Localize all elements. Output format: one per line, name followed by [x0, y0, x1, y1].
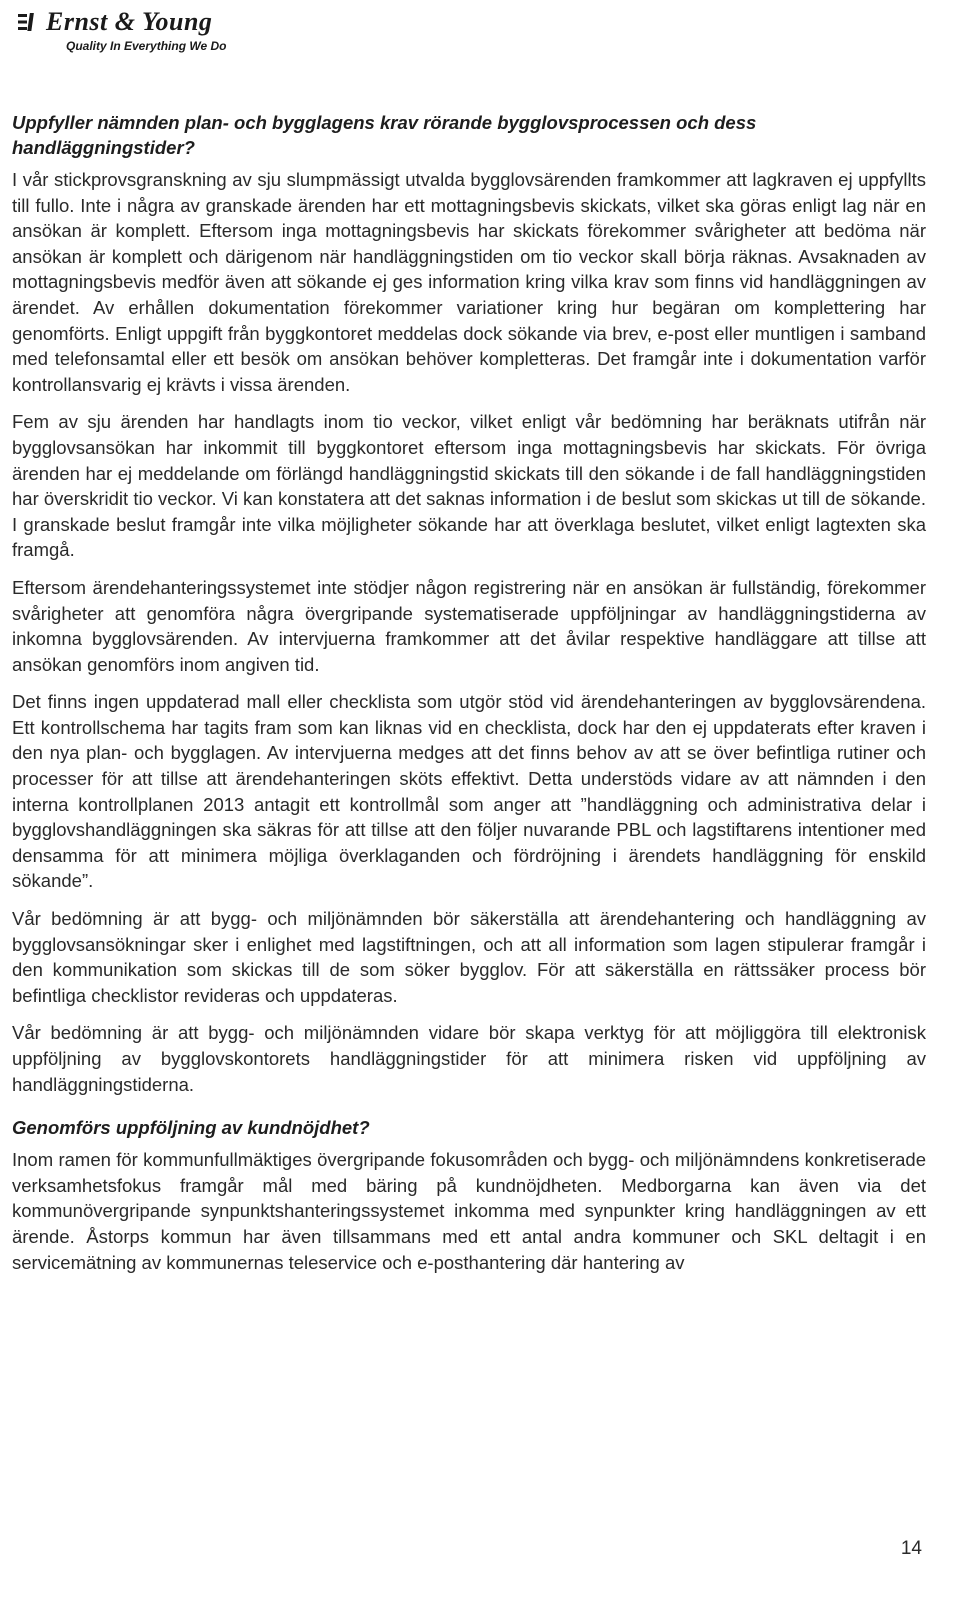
- paragraph: I vår stickprovsgranskning av sju slumpmässigt utvalda bygglovsärenden framkommer att lagkraven ej uppfyllts till fullo. Inte i några av granskade ärenden har ett mottagningsbevis skickats, vilket ska göras enligt lag när en ansökan är komplett. Eftersom inga mottagningsbevis har skickats förekommer svårigheter att bedöma när ansökan är komplett och därigenom när handläggningstiden om tio veckor skall börja räknas. Avsaknaden av mottagningsbevis medför även att sökande ej ges information kring vilka krav som finns vid handläggningen av ärendet. Av erhållen dokumentation förekommer variationer kring hur begäran om komplettering har genomförts. Enligt uppgift från byggkontoret meddelas dock sökande via brev, e-post eller muntligen i samband med telefonsamtal eller ett besök om ansökan behöver kompletteras. Det framgår inte i dokumentation varför kontrollansvarig ej krävts i vissa ärenden.: [12, 169, 926, 395]
- ernst-young-logo: [18, 6, 226, 54]
- paragraph: Fem av sju ärenden har handlagts inom tio veckor, vilket enligt vår bedömning har beräknats utifrån när bygglovsansökan har inkommit till byggkontoret eftersom inga mottagningsbevis har skickats. För övriga ärenden har ej meddelande om förlängd handläggningstid skickats till den sökande i de fall handläggningstiden har överskridit tio veckor. Vi kan konstatera att det saknas information i de beslut som skickas ut till de sökande. I granskade beslut framgår inte vilka möjligheter sökande har att överklaga beslutet, vilket enligt lagtexten ska framgå.: [12, 411, 926, 561]
- paragraph: Vår bedömning är att bygg- och miljönämnden bör säkerställa att ärendehantering och handläggning av bygglovsansökningar sker i enlighet med lagstiftningen, och att all information som lagen stipulerar framgår i den kommunikation som skickas till de som söker bygglov. För att säkerställa en rättssäker process bör befintliga checklistor revideras och uppdateras.: [12, 908, 926, 1006]
- paragraph: Vår bedömning är att bygg- och miljönämnden vidare bör skapa verktyg för att möjliggöra till elektronisk uppföljning av bygglovskontorets handläggningstider för att minimera risken vid uppföljning av handläggningstiderna.: [12, 1022, 926, 1095]
- logo-wordmark: [18, 6, 226, 38]
- document-body: [12, 110, 926, 1287]
- section-heading-kundnojdhet: Genomförs uppföljning av kundnöjdhet?: [12, 1117, 370, 1139]
- section-heading-bygglov: Uppfyller nämnden plan- och bygglagens krav rörande bygglovsprocessen och dess handläggningstider?: [12, 112, 757, 158]
- ey-logo-mark-icon: [18, 12, 40, 32]
- page-number: 14: [900, 1538, 922, 1559]
- logo-brand-name: Ernst & Young: [46, 7, 213, 36]
- paragraph: Det finns ingen uppdaterad mall eller checklista som utgör stöd vid ärendehanteringen av bygglovsärendena. Ett kontrollschema har tagits fram som kan liknas vid en checklista, dock har den ej uppdaterats efter kraven i den nya plan- och bygglagen. Av intervjuerna medges att det finns behov av att se över befintliga rutiner och processer för att tillse att ärendehanteringen sköts effektivt. Detta understöds vidare av att nämnden i den interna kontrollplanen 2013 antagit ett kontrollmål som anger att ”handläggning och administrativa delar i bygglovshandläggningen ska säkras för att tillse att den följer nuvarande PBL och lagstiftarens intentioner med densamma för att minimera möjliga överklaganden och fördröjning i ärendets handläggning för enskild sökande”.: [12, 691, 926, 892]
- paragraph: Inom ramen för kommunfullmäktiges övergripande fokusområden och bygg- och miljönämndens konkretiserade verksamhetsfokus framgår mål med bäring på kundnöjdheten. Medborgarna kan även via det kommunövergripande synpunktshanteringssystemet inkomma med synpunkter kring handläggningen av ett ärende. Åstorps kommun har även tillsammans med ett antal andra kommuner och SKL deltagit i en servicemätning av kommunernas teleservice och e-posthantering där hantering av: [12, 1149, 926, 1273]
- paragraph: Eftersom ärendehanteringssystemet inte stödjer någon registrering när en ansökan är fullständig, förekommer svårigheter att genomföra några övergripande systematiserade uppföljningar av handläggningstiderna av inkomna bygglovsärenden. Av intervjuerna framkommer att det åvilar respektive handläggare att tillse att ansökan genomförs inom angiven tid.: [12, 576, 926, 675]
- logo-tagline: Quality In Everything We Do: [66, 39, 227, 53]
